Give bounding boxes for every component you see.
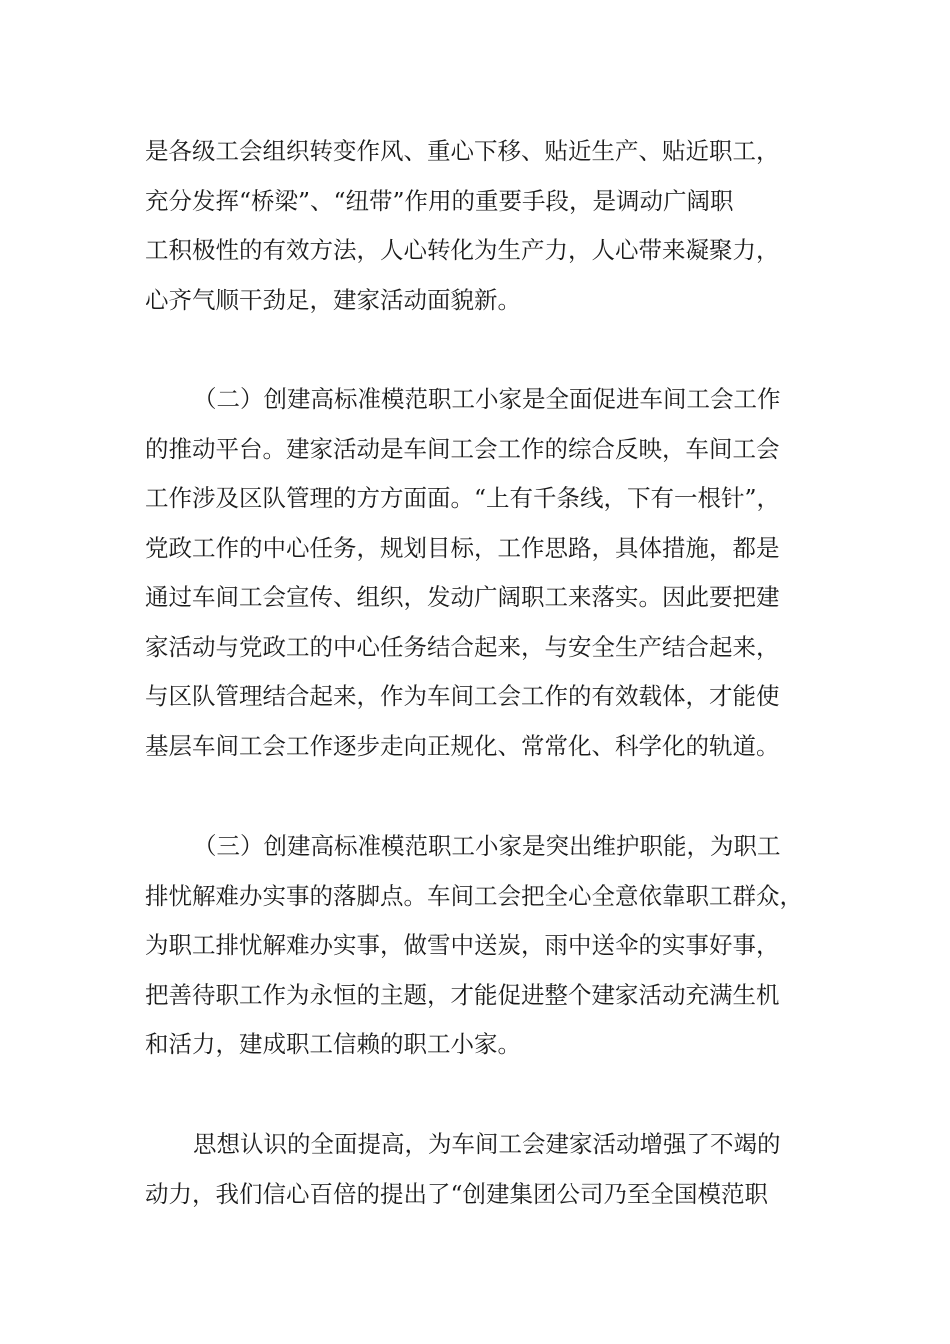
paragraph-2 [145, 375, 825, 771]
paragraph-line: 的推动平台。建家活动是车间工会工作的综合反映，车间工会 [145, 434, 780, 463]
paragraph-line: 动力，我们信心百倍的提出了“创建集团公司乃至全国模范职 [145, 1179, 769, 1208]
paragraph-line: 工积极性的有效方法，人心转化为生产力，人心带来凝聚力， [145, 236, 780, 264]
paragraph-line: 工作涉及区队管理的方方面面。“上有千条线，下有一根针”， [145, 484, 781, 512]
paragraph-line: 党政工作的中心任务，规划目标，工作思路，具体措施，都是 [145, 533, 780, 562]
paragraph-line: 充分发挥“桥梁”、“纽带”作用的重要手段，是调动广阔职 [145, 186, 734, 215]
paragraph-line: 通过车间工会宣传、组织，发动广阔职工来落实。因此要把建 [145, 583, 780, 611]
paragraph-line: 心齐气顺干劲足，建家活动面貌新。 [145, 285, 521, 314]
paragraph-3 [145, 822, 825, 1070]
paragraph-line: 是各级工会组织转变作风、重心下移、贴近生产、贴近职工， [145, 137, 780, 165]
paragraph-line: 基层车间工会工作逐步走向正规化、常常化、科学化的轨道。 [145, 731, 780, 760]
paragraph-line: 把善待职工作为永恒的主题，才能促进整个建家活动充满生机 [145, 980, 780, 1009]
paragraph-4 [145, 1120, 825, 1219]
paragraph-line: 为职工排忧解难办实事，做雪中送炭，雨中送伞的实事好事， [145, 931, 780, 959]
paragraph-line: 排忧解难办实事的落脚点。车间工会把全心全意依靠职工群众， [145, 881, 803, 910]
paragraph-1 [145, 127, 825, 325]
paragraph-line: 思想认识的全面提高，为车间工会建家活动增强了不竭的 [193, 1130, 781, 1158]
paragraph-line: （三）创建高标准模范职工小家是突出维护职能，为职工 [193, 832, 781, 860]
paragraph-line: （二）创建高标准模范职工小家是全面促进车间工会工作 [193, 385, 781, 413]
paragraph-line: 和活力，建成职工信赖的职工小家。 [145, 1030, 521, 1058]
paragraph-line: 家活动与党政工的中心任务结合起来，与安全生产结合起来， [145, 632, 780, 661]
paragraph-line: 与区队管理结合起来，作为车间工会工作的有效载体，才能使 [145, 682, 780, 710]
